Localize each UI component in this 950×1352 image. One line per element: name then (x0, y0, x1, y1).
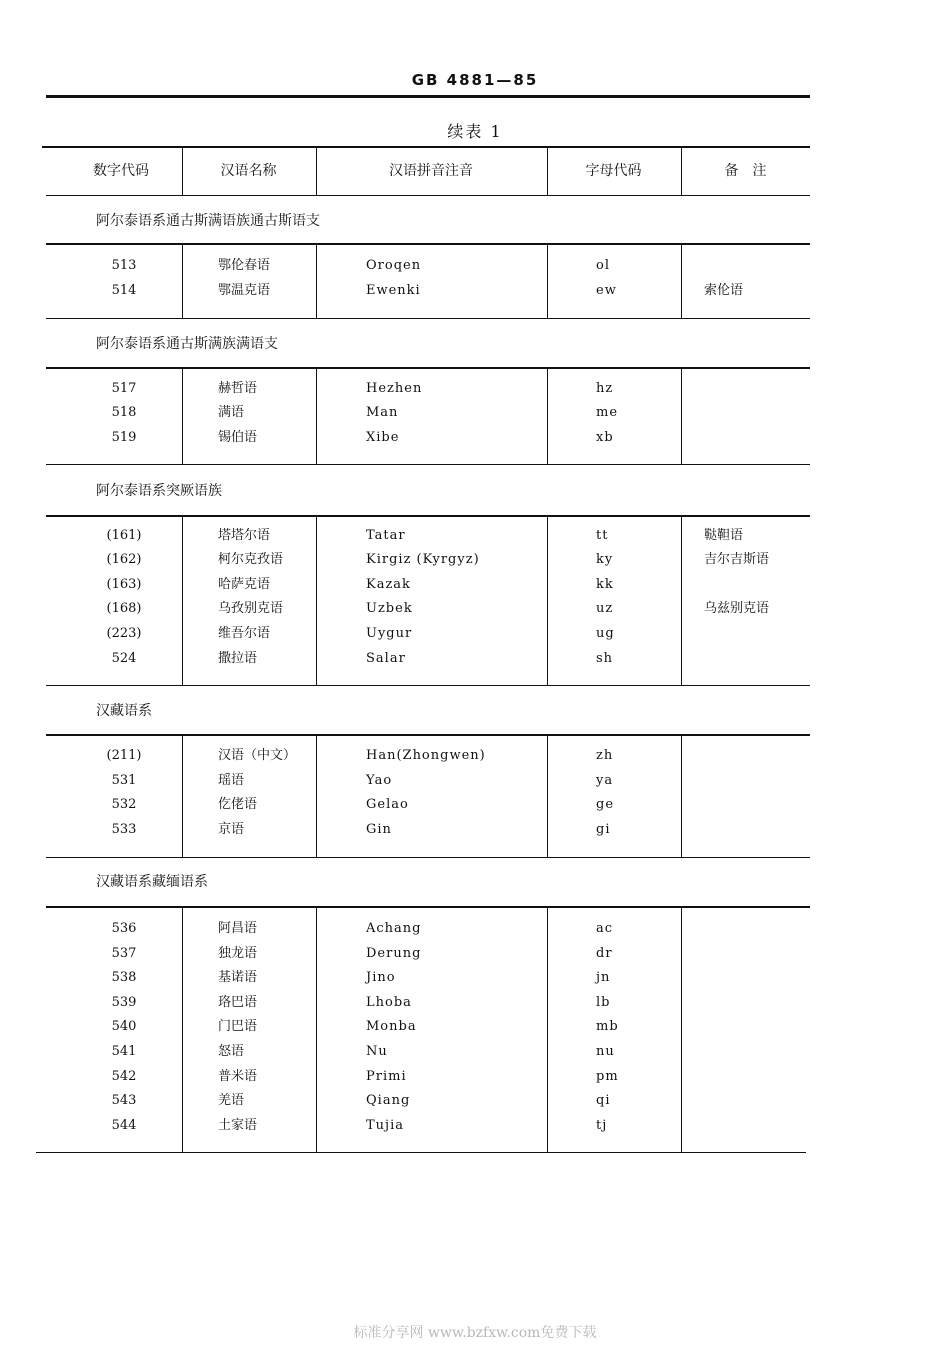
cell-letter-code: me (596, 405, 619, 420)
cell-letter-code: ug (596, 626, 615, 641)
column-divider (182, 367, 183, 464)
cell-numeric-code: 537 (111, 946, 137, 961)
cell-numeric-code: 536 (111, 921, 137, 936)
cell-pinyin: Gin (366, 822, 392, 837)
cell-chinese-name: 塔塔尔语 (218, 528, 271, 543)
cell-letter-code: tj (596, 1118, 608, 1133)
cell-pinyin: Man (366, 405, 399, 420)
column-divider (182, 734, 183, 857)
cell-pinyin: Salar (366, 651, 406, 666)
column-divider (316, 734, 317, 857)
cell-letter-code: lb (596, 995, 611, 1010)
cell-chinese-name: 门巴语 (218, 1019, 258, 1034)
cell-letter-code: nu (596, 1044, 615, 1059)
cell-chinese-name: 瑶语 (218, 773, 245, 788)
column-divider (182, 243, 183, 318)
cell-numeric-code: 518 (111, 405, 137, 420)
cell-numeric-code: 531 (111, 773, 137, 788)
cell-remark: 乌兹别克语 (704, 601, 770, 616)
column-divider (681, 146, 682, 195)
cell-letter-code: ge (596, 797, 615, 812)
cell-pinyin: Kirgiz (Kyrgyz) (366, 552, 480, 567)
cell-chinese-name: 土家语 (218, 1118, 258, 1133)
cell-numeric-code: 540 (111, 1019, 137, 1034)
cell-chinese-name: 满语 (218, 405, 245, 420)
cell-chinese-name: 普米语 (218, 1069, 258, 1084)
cell-letter-code: uz (596, 601, 614, 616)
table-top-rule (42, 146, 810, 148)
cell-pinyin: Kazak (366, 577, 411, 592)
standard-number: GB 4881—85 (411, 71, 539, 89)
cell-remark: 吉尔吉斯语 (704, 552, 770, 567)
table-caption: 续表 1 (447, 122, 503, 141)
cell-chinese-name: 怒语 (218, 1044, 245, 1059)
cell-chinese-name: 基诺语 (218, 970, 258, 985)
cell-numeric-code: (168) (106, 601, 142, 616)
column-divider (681, 515, 682, 685)
cell-letter-code: ol (596, 258, 610, 273)
column-divider (681, 906, 682, 1152)
column-divider (547, 367, 548, 464)
cell-chinese-name: 乌孜别克语 (218, 601, 284, 616)
cell-chinese-name: 阿昌语 (218, 921, 258, 936)
column-divider (681, 734, 682, 857)
column-divider (547, 146, 548, 195)
table-rule (46, 906, 810, 908)
cell-letter-code: gi (596, 822, 611, 837)
cell-chinese-name: 汉语（中文） (218, 748, 297, 763)
cell-letter-code: zh (596, 748, 614, 763)
cell-pinyin: Monba (366, 1019, 417, 1034)
cell-pinyin: Qiang (366, 1093, 411, 1108)
column-divider (547, 906, 548, 1152)
column-divider (316, 367, 317, 464)
table-rule (46, 515, 810, 517)
section-title: 阿尔泰语系通古斯满语族通古斯语支 (96, 213, 320, 229)
cell-chinese-name: 仡佬语 (218, 797, 258, 812)
column-divider (316, 515, 317, 685)
cell-letter-code: jn (596, 970, 611, 985)
column-header-remarks: 备 注 (724, 163, 767, 179)
cell-numeric-code: 538 (111, 970, 137, 985)
column-header-pinyin: 汉语拼音注音 (389, 163, 473, 179)
cell-numeric-code: 524 (111, 651, 137, 666)
section-title: 汉藏语系藏缅语系 (96, 874, 208, 890)
column-header-letter-code: 字母代码 (585, 163, 642, 179)
cell-numeric-code: 543 (111, 1093, 137, 1108)
column-divider (316, 243, 317, 318)
cell-numeric-code: 514 (111, 283, 137, 298)
cell-numeric-code: (161) (106, 528, 142, 543)
table-rule (46, 464, 810, 465)
column-divider (316, 906, 317, 1152)
cell-chinese-name: 柯尔克孜语 (218, 552, 284, 567)
column-divider (547, 243, 548, 318)
cell-remark: 鞑靼语 (704, 528, 744, 543)
cell-chinese-name: 赫哲语 (218, 381, 258, 396)
cell-numeric-code: (162) (106, 552, 142, 567)
cell-letter-code: pm (596, 1069, 619, 1084)
table-rule (36, 1152, 806, 1153)
cell-letter-code: xb (596, 430, 614, 445)
cell-numeric-code: 519 (111, 430, 137, 445)
cell-pinyin: Ewenki (366, 283, 421, 298)
cell-chinese-name: 珞巴语 (218, 995, 258, 1010)
cell-pinyin: Tujia (366, 1118, 404, 1133)
section-title: 阿尔泰语系突厥语族 (96, 483, 222, 499)
header-rule (46, 95, 810, 98)
cell-letter-code: hz (596, 381, 614, 396)
cell-letter-code: ew (596, 283, 617, 298)
column-divider (547, 734, 548, 857)
table-rule (46, 367, 810, 369)
cell-numeric-code: 513 (111, 258, 137, 273)
section-title: 汉藏语系 (96, 703, 152, 719)
cell-chinese-name: 维吾尔语 (218, 626, 271, 641)
cell-pinyin: Gelao (366, 797, 409, 812)
column-divider (182, 906, 183, 1152)
column-divider (681, 243, 682, 318)
cell-pinyin: Derung (366, 946, 422, 961)
cell-pinyin: Primi (366, 1069, 407, 1084)
cell-pinyin: Yao (366, 773, 393, 788)
cell-numeric-code: (211) (106, 748, 142, 763)
cell-chinese-name: 撒拉语 (218, 651, 258, 666)
column-divider (182, 515, 183, 685)
cell-pinyin: Tatar (366, 528, 406, 543)
table-rule (46, 243, 810, 245)
cell-letter-code: dr (596, 946, 613, 961)
cell-chinese-name: 锡伯语 (218, 430, 258, 445)
cell-chinese-name: 京语 (218, 822, 245, 837)
cell-chinese-name: 鄂温克语 (218, 283, 271, 298)
cell-letter-code: mb (596, 1019, 619, 1034)
column-divider (316, 146, 317, 195)
cell-letter-code: kk (596, 577, 614, 592)
cell-remark: 索伦语 (704, 283, 744, 298)
cell-numeric-code: (223) (106, 626, 142, 641)
table-rule (46, 685, 810, 686)
cell-pinyin: Han(Zhongwen) (366, 748, 486, 763)
cell-numeric-code: 532 (111, 797, 137, 812)
cell-pinyin: Xibe (366, 430, 400, 445)
cell-chinese-name: 哈萨克语 (218, 577, 271, 592)
section-title: 阿尔泰语系通古斯满族满语支 (96, 336, 278, 352)
cell-letter-code: sh (596, 651, 614, 666)
cell-pinyin: Lhoba (366, 995, 412, 1010)
watermark-footer: 标准分享网 www.bzfxw.com免费下载 (353, 1325, 597, 1341)
cell-pinyin: Nu (366, 1044, 388, 1059)
table-rule (46, 734, 810, 736)
cell-pinyin: Achang (366, 921, 422, 936)
table-rule (46, 857, 810, 858)
cell-pinyin: Uzbek (366, 601, 413, 616)
cell-letter-code: ac (596, 921, 614, 936)
cell-pinyin: Jino (366, 970, 396, 985)
cell-numeric-code: 517 (111, 381, 137, 396)
table-rule (46, 195, 810, 196)
cell-letter-code: tt (596, 528, 609, 543)
cell-numeric-code: 539 (111, 995, 137, 1010)
cell-pinyin: Oroqen (366, 258, 422, 273)
column-divider (681, 367, 682, 464)
cell-pinyin: Hezhen (366, 381, 423, 396)
column-divider (547, 515, 548, 685)
cell-numeric-code: 542 (111, 1069, 137, 1084)
cell-chinese-name: 独龙语 (218, 946, 258, 961)
cell-numeric-code: (163) (106, 577, 142, 592)
cell-chinese-name: 羌语 (218, 1093, 245, 1108)
table-rule (46, 318, 810, 319)
column-divider (182, 146, 183, 195)
cell-numeric-code: 544 (111, 1118, 137, 1133)
cell-numeric-code: 533 (111, 822, 137, 837)
cell-letter-code: ky (596, 552, 614, 567)
cell-letter-code: ya (596, 773, 614, 788)
column-header-numeric-code: 数字代码 (93, 163, 149, 179)
cell-chinese-name: 鄂伦春语 (218, 258, 271, 273)
cell-pinyin: Uygur (366, 626, 413, 641)
column-header-chinese-name: 汉语名称 (220, 163, 277, 179)
cell-numeric-code: 541 (111, 1044, 137, 1059)
cell-letter-code: qi (596, 1093, 611, 1108)
